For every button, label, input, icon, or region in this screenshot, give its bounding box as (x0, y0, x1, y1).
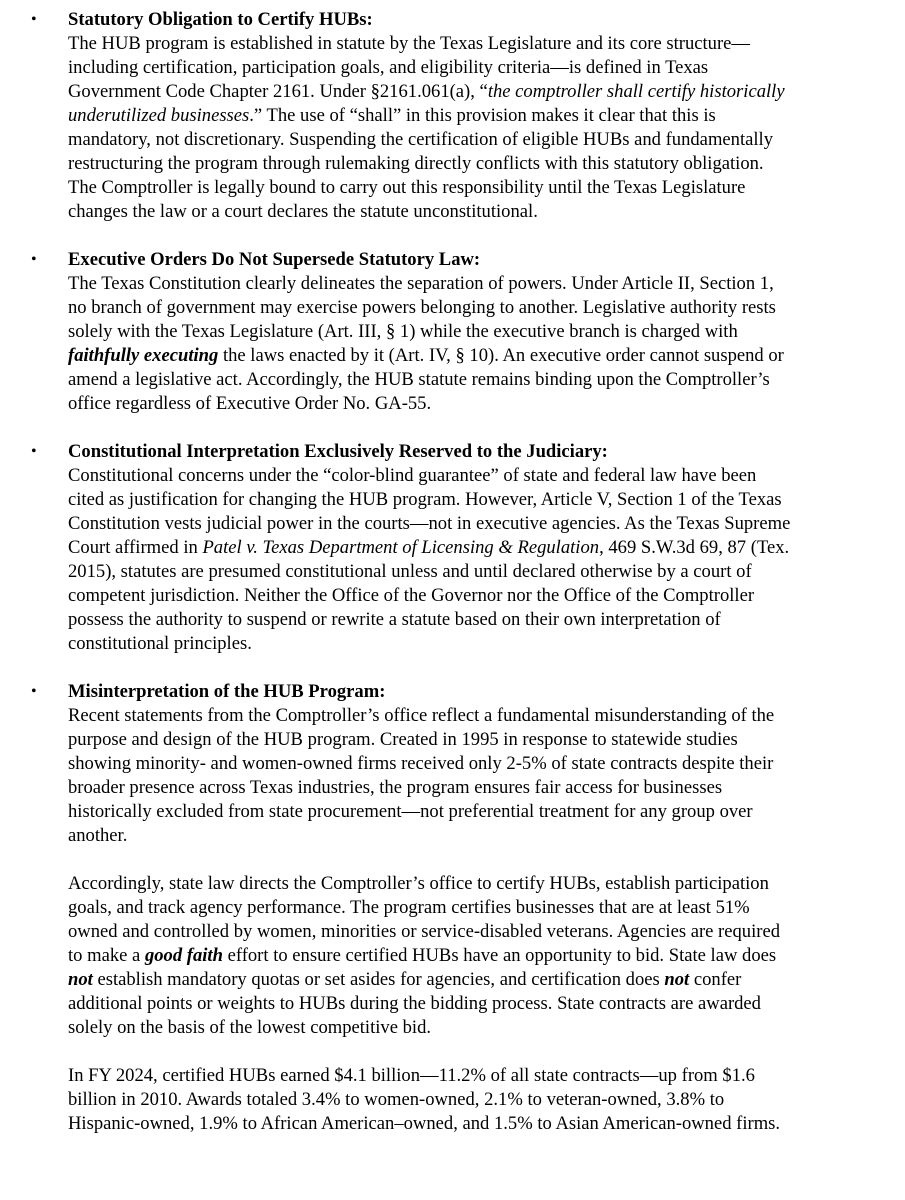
text-line (68, 128, 891, 152)
section-paragraph (68, 704, 891, 848)
section-paragraph (68, 1064, 891, 1136)
text-run: The Comptroller is legally bound to carry out this responsibility until the Texas Legislature (68, 177, 746, 198)
text-run: Recent statements from the Comptroller’s office reflect a fundamental misunderstanding of the (68, 705, 775, 726)
text-line (68, 584, 891, 608)
text-run: changes the law or a court declares the statute unconstitutional. (68, 201, 538, 222)
section-paragraph (68, 32, 891, 224)
text-line (68, 752, 891, 776)
text-run: billion in 2010. Awards totaled 3.4% to women-owned, 2.1% to veteran-owned, 3.8% to (68, 1089, 725, 1110)
text-run: amend a legislative act. Accordingly, the HUB statute remains binding upon the Comptroller’s (68, 369, 770, 390)
text-line (68, 1088, 891, 1112)
text-line (68, 920, 891, 944)
text-run: The Texas Constitution clearly delineates the separation of powers. Under Article II, Section 1, (68, 273, 774, 294)
text-line (68, 176, 891, 200)
emphasized-text: Patel v. Texas Department of Licensing & Regulation (202, 537, 600, 558)
text-line (68, 488, 891, 512)
text-line (68, 776, 891, 800)
text-run: effort to ensure certified HUBs have an opportunity to bid. State law does (222, 945, 777, 966)
text-run: broader presence across Texas industries, the program ensures fair access for businesses (68, 777, 723, 798)
text-run: possess the authority to suspend or rewrite a statute based on their own interpretation of (68, 609, 721, 630)
text-run: no branch of government may exercise powers belonging to another. Legislative authority rests (68, 297, 776, 318)
text-line (68, 968, 891, 992)
emphasized-text: not (68, 969, 93, 990)
text-run: office regardless of Executive Order No. GA-55. (68, 393, 432, 414)
text-run: to make a (68, 945, 145, 966)
text-run: Hispanic-owned, 1.9% to African American–owned, and 1.5% to Asian American-owned firms. (68, 1113, 781, 1134)
text-line (68, 800, 891, 824)
emphasized-text: faithfully executing (68, 345, 219, 366)
text-run: .” The use of “shall” in this provision makes it clear that this is (249, 105, 716, 126)
text-run: solely on the basis of the lowest competitive bid. (68, 1017, 432, 1038)
text-line (68, 392, 891, 416)
bullet-section (0, 680, 905, 1136)
bullet-point: • (31, 251, 37, 268)
text-run: confer (689, 969, 742, 990)
text-line (68, 296, 891, 320)
bullet-point: • (31, 443, 37, 460)
text-run: including certification, participation goals, and eligibility criteria—is defined in Texas (68, 57, 709, 78)
emphasized-text: the comptroller shall certify historically (487, 81, 785, 102)
text-run: historically excluded from state procurement—not preferential treatment for any group over (68, 801, 753, 822)
text-line (68, 1112, 891, 1136)
text-line (68, 1016, 891, 1040)
text-line (68, 608, 891, 632)
text-line (68, 536, 891, 560)
text-run: Constitutional concerns under the “color-blind guarantee” of state and federal law have been (68, 465, 757, 486)
text-line (68, 368, 891, 392)
text-run: Accordingly, state law directs the Comptroller’s office to certify HUBs, establish participation (68, 873, 769, 894)
text-run: In FY 2024, certified HUBs earned $4.1 billion—11.2% of all state contracts—up from $1.6 (68, 1065, 755, 1086)
text-run: competent jurisdiction. Neither the Office of the Governor nor the Office of the Comptroller (68, 585, 755, 606)
text-run: 2015), statutes are presumed constitutional unless and until declared otherwise by a court of (68, 561, 752, 582)
text-line (68, 824, 891, 848)
bullet-point: • (31, 683, 37, 700)
text-run: , 469 S.W.3d 69, 87 (Tex. (599, 537, 790, 558)
text-run: constitutional principles. (68, 633, 252, 654)
text-line (68, 320, 891, 344)
text-run: owned and controlled by women, minorities or service-disabled veterans. Agencies are required (68, 921, 781, 942)
text-run: Government Code Chapter 2161. Under §2161.061(a), “ (68, 81, 488, 102)
text-line (68, 464, 891, 488)
text-line (68, 872, 891, 896)
emphasized-text: good faith (144, 945, 223, 966)
text-line (68, 632, 891, 656)
section-paragraph (68, 272, 891, 416)
text-line (68, 272, 891, 296)
text-line (68, 32, 891, 56)
text-run: The HUB program is established in statute by the Texas Legislature and its core structure— (68, 33, 751, 54)
text-run: establish mandatory quotas or set asides for agencies, and certification does (92, 969, 665, 990)
emphasized-text: not (664, 969, 690, 990)
text-line (68, 512, 891, 536)
bullet-section (0, 440, 905, 656)
text-run: Court affirmed in (68, 537, 203, 558)
text-line (68, 104, 891, 128)
document-body (0, 8, 905, 1160)
text-run: purpose and design of the HUB program. Created in 1995 in response to statewide studies (68, 729, 738, 750)
text-run: Constitution vests judicial power in the courts—not in executive agencies. As the Texas Supreme (68, 513, 791, 534)
text-line (68, 944, 891, 968)
text-run: cited as justification for changing the HUB program. However, Article V, Section 1 of the Texas (68, 489, 782, 510)
section-heading: Statutory Obligation to Certify HUBs: (68, 9, 373, 30)
text-line (68, 992, 891, 1016)
text-run: mandatory, not discretionary. Suspending the certification of eligible HUBs and fundamentally (68, 129, 774, 150)
text-line (68, 704, 891, 728)
bullet-section (0, 8, 905, 224)
section-heading: Constitutional Interpretation Exclusively Reserved to the Judiciary: (68, 441, 608, 462)
bullet-point: • (31, 11, 37, 28)
text-run: restructuring the program through rulemaking directly conflicts with this statutory obligation. (68, 153, 764, 174)
section-heading: Misinterpretation of the HUB Program: (68, 681, 386, 702)
text-line (68, 1064, 891, 1088)
text-run: the laws enacted by it (Art. IV, § 10). An executive order cannot suspend or (218, 345, 784, 366)
section-paragraph (68, 464, 891, 656)
text-line (68, 200, 891, 224)
text-run: showing minority- and women-owned firms received only 2-5% of state contracts despite their (68, 753, 774, 774)
text-line (68, 152, 891, 176)
text-line (68, 80, 891, 104)
section-heading: Executive Orders Do Not Supersede Statutory Law: (68, 249, 481, 270)
bullet-section (0, 248, 905, 416)
text-run: additional points or weights to HUBs during the bidding process. State contracts are awarded (68, 993, 761, 1014)
text-line (68, 56, 891, 80)
text-line (68, 560, 891, 584)
text-line (68, 896, 891, 920)
text-run: goals, and track agency performance. The program certifies businesses that are at least 51% (68, 897, 750, 918)
text-line (68, 728, 891, 752)
emphasized-text: underutilized businesses (68, 105, 250, 126)
text-run: solely with the Texas Legislature (Art. III, § 1) while the executive branch is charged with (68, 321, 738, 342)
text-line (68, 344, 891, 368)
text-run: another. (68, 825, 128, 846)
section-paragraph (68, 872, 891, 1040)
